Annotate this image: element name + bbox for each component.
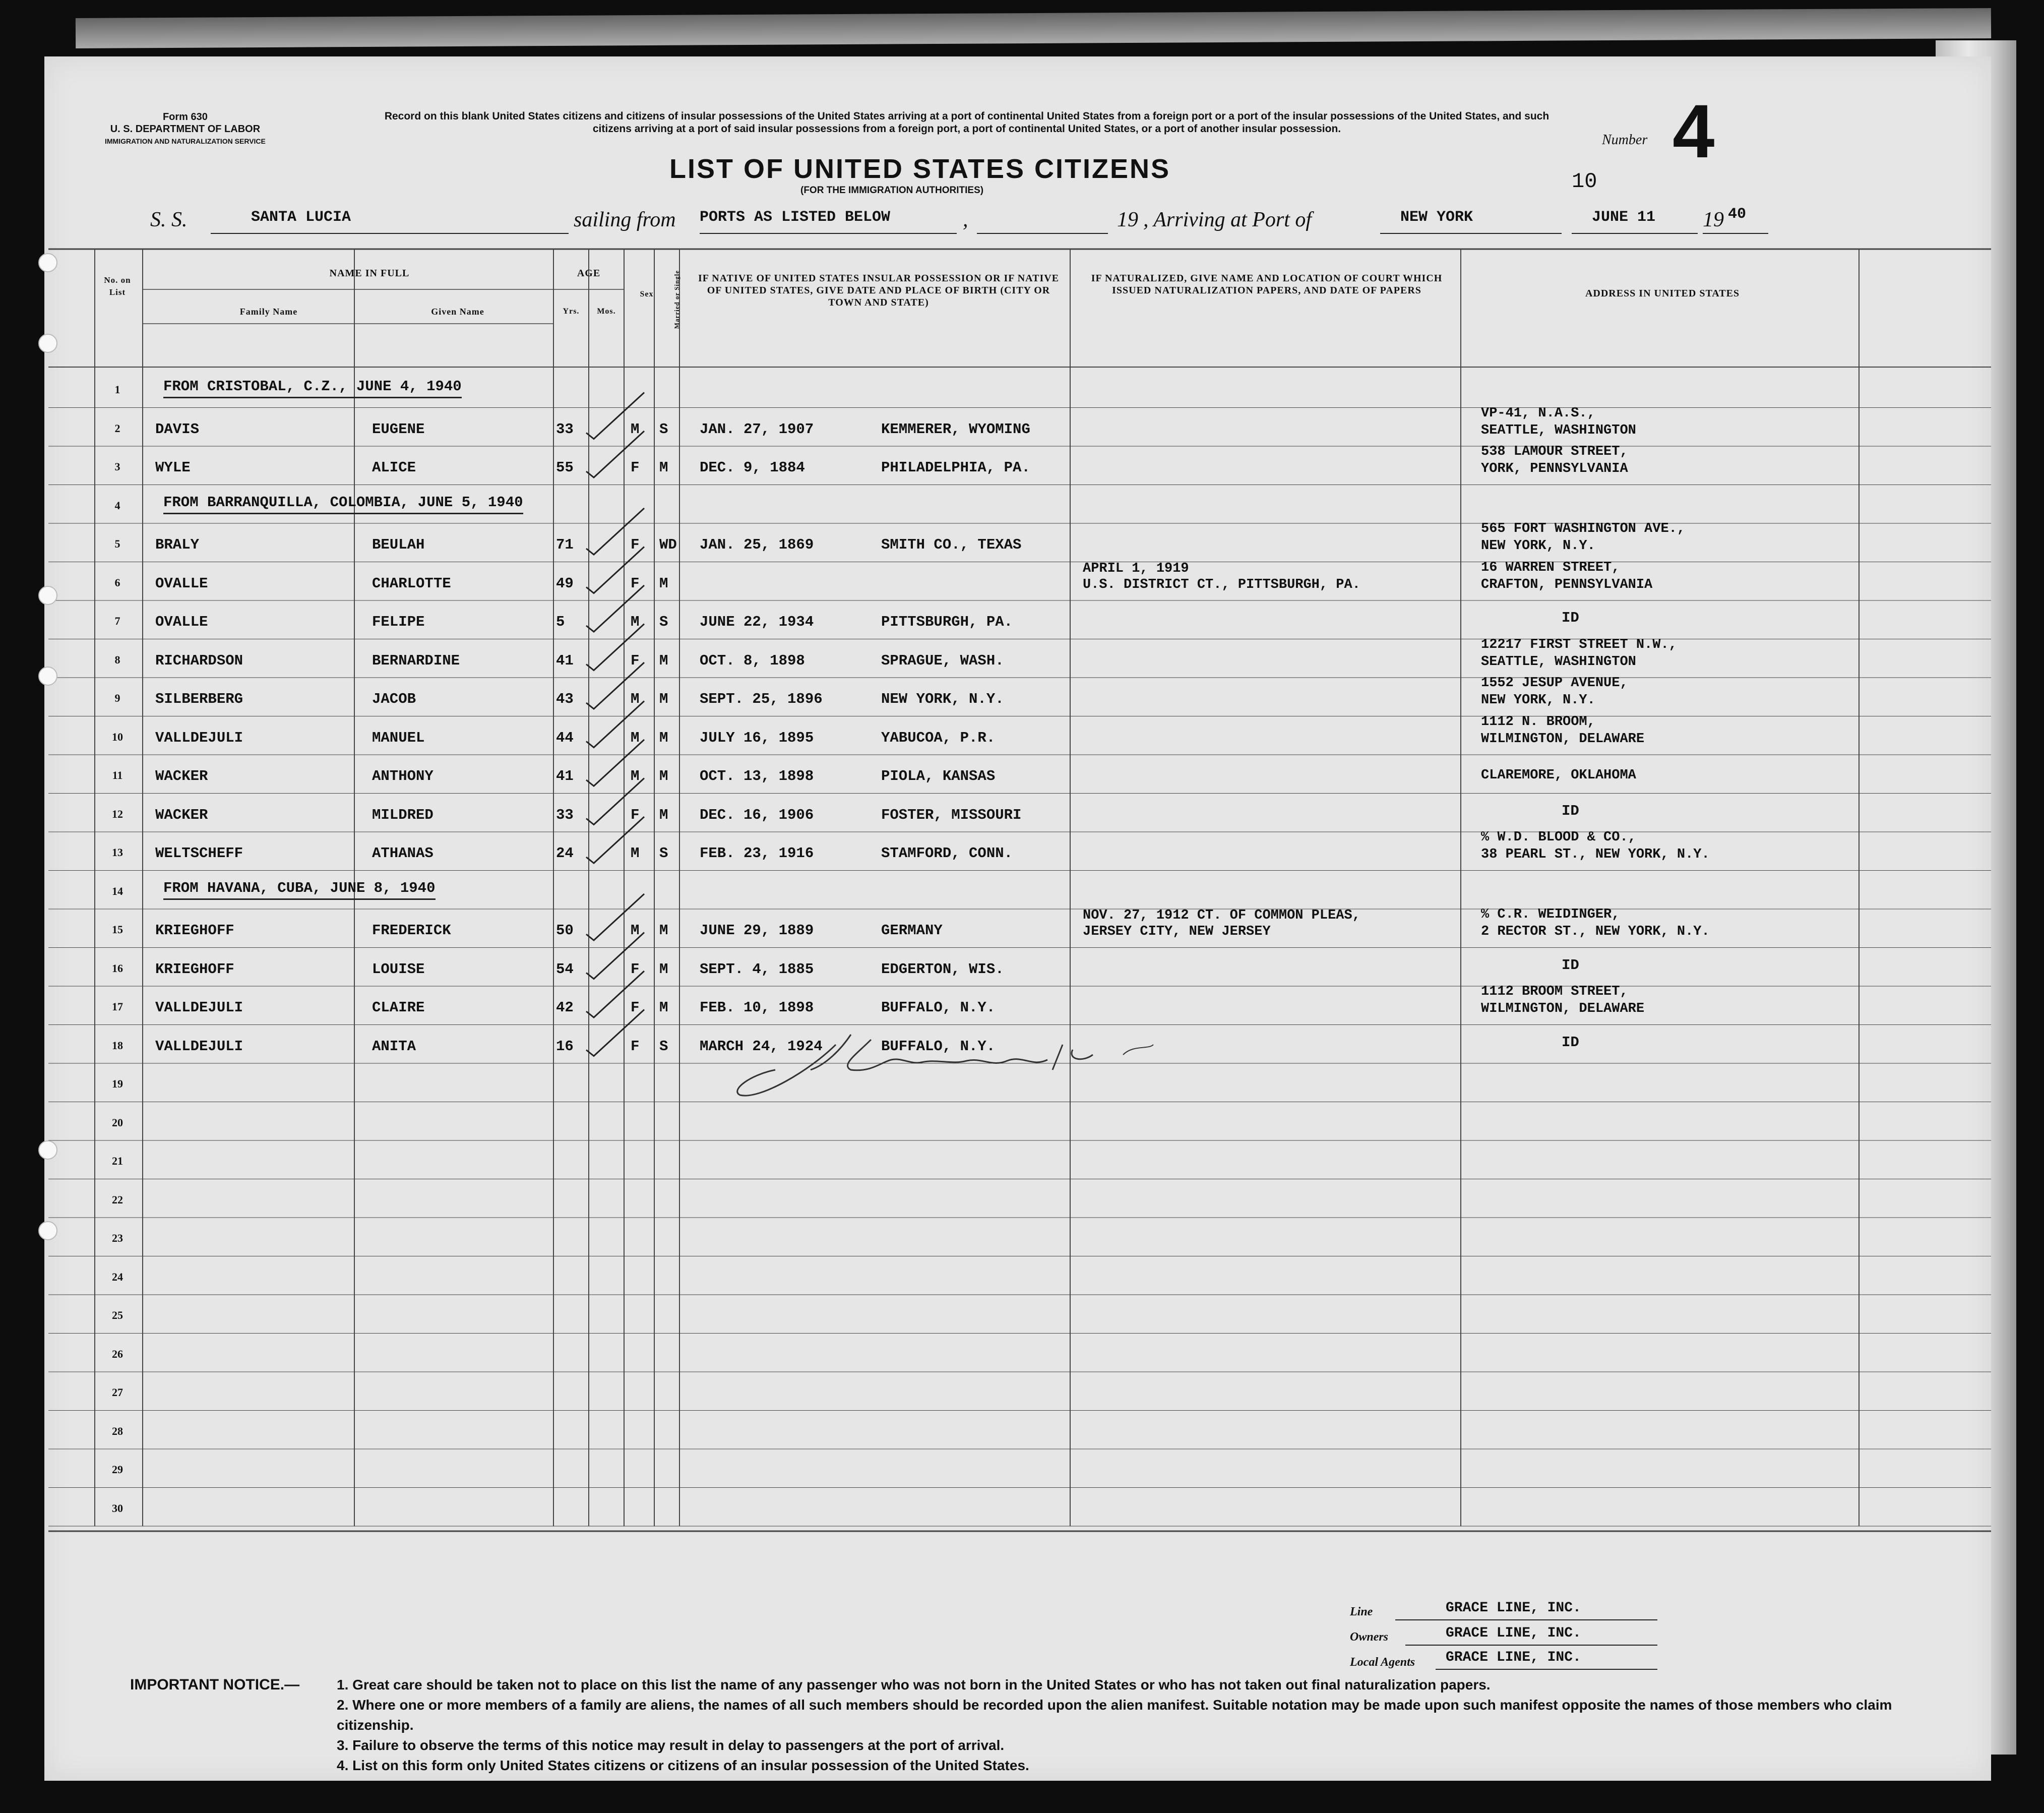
sailing-from-label: sailing from	[574, 208, 676, 231]
binder-hole	[38, 1140, 57, 1160]
family-name: VALLDEJULI	[155, 999, 243, 1016]
family-name: OVALLE	[155, 614, 208, 630]
notice-item-3: 3. Failure to observe the terms of this notice may result in delay to passengers at the port of arrival.	[337, 1737, 1005, 1753]
inspector-signature	[720, 1014, 1173, 1115]
row-number: 28	[112, 1424, 123, 1437]
birth-date: FEB. 23, 1916	[700, 845, 814, 862]
row-number: 20	[112, 1116, 123, 1129]
marital-status: M	[659, 806, 668, 823]
naturalization-line-1: APRIL 1, 1919	[1083, 561, 1189, 576]
row-number: 23	[112, 1232, 123, 1244]
given-name: MILDRED	[372, 806, 433, 823]
address-ditto: ID	[1562, 1034, 1579, 1051]
birth-place: KEMMERER, WYOMING	[881, 420, 1030, 438]
owners-value: GRACE LINE, INC.	[1446, 1625, 1581, 1641]
birth-place: STAMFORD, CONN.	[881, 845, 1013, 862]
address-line-1: CLAREMORE, OKLAHOMA	[1481, 768, 1636, 783]
row-number: 16	[112, 961, 123, 975]
address-line-2: 2 RECTOR ST., NEW YORK, N.Y.	[1481, 924, 1710, 939]
service-name: IMMIGRATION AND NATURALIZATION SERVICE	[105, 137, 266, 145]
line-label: Line	[1350, 1605, 1373, 1618]
naturalization-line-2: U.S. DISTRICT CT., PITTSBURGH, PA.	[1083, 577, 1360, 592]
family-name: WACKER	[155, 806, 208, 823]
family-name: VALLDEJULI	[155, 729, 243, 746]
given-name: BEULAH	[372, 536, 425, 553]
marital-status: S	[659, 1038, 668, 1055]
naturalization-line-1: NOV. 27, 1912 CT. OF COMMON PLEAS,	[1083, 908, 1360, 923]
birth-date: JULY 16, 1895	[700, 729, 814, 746]
marital-status: M	[659, 768, 668, 784]
given-name: MANUEL	[372, 729, 425, 746]
row-number: 10	[112, 730, 123, 743]
birth-place: BUFFALO, N.Y.	[881, 1038, 996, 1055]
birth-date: FEB. 10, 1898	[700, 999, 814, 1016]
age-years: 16	[556, 1038, 574, 1055]
row-number: 14	[112, 884, 123, 897]
birth-date: SEPT. 4, 1885	[700, 960, 814, 978]
row-number: 24	[112, 1270, 123, 1283]
notice-item-2: 2. Where one or more members of a family are aliens, the names of all such members should be recorded upon the alien manifest. Suitable notation may be made upon such manifest opposite the names of those members who claim citizenship.	[337, 1697, 1892, 1733]
address-line-2: NEW YORK, N.Y.	[1481, 693, 1595, 708]
manifest-sheet: Form 630 U. S. DEPARTMENT OF LABOR IMMIGRATION AND NATURALIZATION SERVICE Record on this blank United States citizens and citizens of insular possessions of the United States arriving at a port of continental United States from a foreign port or a port of the insular possessions of the United States, and such citizens arriving at a port of said insular possessions from a foreign port, a port of continental United States, or a port of another insular possession. Number 4 LIST OF UNITED STATES CITIZENS (FOR THE IMMIGRATION AUTHORITIES) 10 S. S. SANTA LUCIA sailing from PORTS AS LISTED BELOW , 19 , Arriving at Port of NEW YORK JUNE 11 19 40 No. on List NAME IN FULL Family Name Given Name AGE Yrs. Mos. Sex Married or Single IF NATIVE OF UNITED STATES INSULAR POSSESSION OR IF NATIVE OF UNITED STATES, GIVE DATE AND PLACE OF BIRTH (CITY OR TOWN AND STATE) IF NATURALIZED, GIVE NAME AND LOCATION OF COURT WHICH ISSUED NATURALIZATION PAPERS, AND DATE OF PAPERS ADDRESS IN UNITED STATES 1 FROM CRISTOBAL, C.Z., JUNE 4, 1940 2 DAVIS EUGENE 33 M S JAN. 27, 1907 KEMMERER, WYOMING VP-41, N.A.S., SEATTLE, WASHINGTON 3 WYLE ALICE 55 F M DEC. 9, 1884 PHILADELPHIA, PA. 538 LAMOUR STREET, YORK, PENNSYLVANIA 4 FROM BARRANQUILLA, COLOMBIA, JUNE 5, 1940 5 BRALY BEULAH 71 F WD JAN. 25, 1869 SMITH CO., TEXAS 565 FORT WASHINGTON AVE., NEW YORK, N.Y. 6 OVALLE CHARLOTTE 49 F M APRIL 1, 1919 U.S. DISTRICT CT., PITTSBURGH, PA. 16 WARREN STREET, CRAFTON, PENNSYLVANIA 7 OVALLE FELIPE 5 M S JUNE 22, 1934 PITTSBURGH, PA. ID 8 RICHARDSON BERNARDINE 41 F M OCT. 8, 1898 SPRAGUE, WASH. 12217 FIRST STREET N.W., SEATTLE, WASHINGTON 9 SILBERBERG JACOB 43 M M SEPT. 25, 1896 NEW YORK, N.Y. 1552 JESUP AVENUE, NEW YORK, N.Y. 10 VALLDEJULI MANUEL 44 M M JULY 16, 1895 YABUCOA, P.R. 1112 N. BROOM, WILMINGTON, DELAWARE 11 WACKER ANTHONY 41 M M OCT. 13, 1898 PIOLA, KANSAS CLAREMORE, OKLAHOMA 12 WACKER MILDRED 33 F M DEC. 16, 1906 FOSTER, MISSOURI ID 13 WELTSCHEFF ATHANAS 24 M S FEB. 23, 1916 STAMFORD, CONN. % W.D. BLOOD & CO., 38 PEARL ST., NEW YORK, N.Y. 14 FROM HAVANA, CUBA, JUNE 8, 1940 15 KRIEGHOFF FREDERICK 50 M M JUNE 29, 1889 GERMANY NOV. 27, 1912 CT. OF COMMON PLEAS, JERSEY CITY, NEW JERSEY % C.R. WEIDINGER, 2 RECTOR ST., NEW YORK, N.Y. 16 KRIEGHOFF LOUISE 54 F M SEPT. 4, 1885 EDGERTON, WIS. ID 17 VALLDEJULI CLAIRE 42 F M FEB. 10, 1898 BUFFALO, N.Y. 1112 BROOM STREET, WILMINGTON, DELAWARE 18 VALLDEJULI ANITA 16 F S MARCH 24, 1924 BUFFALO, N.Y. ID 19 20 21 22 23 24 25 26 27 28 29 30 Line GRACE LINE, INC. Owners GRACE LINE, INC. Local Agents GRACE LINE, INC. IMPORTANT NOTICE.— 1. Great care should be taken not to place on this list the name of any passenger who was not born in the United States or who has not taken out final naturalization papers. 2. Where one or more members of a family are aliens, the names of all such members should be recorded upon the alien manifest. Suitable notation may be made upon such manifest opposite the names of those members who claim citizenship. 3. Failure to observe the terms of this notice may result in delay to passengers at the port of arrival. 4. List on this form only United States citizens or citizens of an insular possession of the United States.	[44, 56, 1991, 1781]
line-value: GRACE LINE, INC.	[1446, 1600, 1581, 1616]
header-mos: Mos.	[597, 307, 616, 316]
given-name: CHARLOTTE	[372, 575, 451, 592]
notice-heading: IMPORTANT NOTICE.—	[130, 1676, 300, 1693]
birth-date: DEC. 16, 1906	[700, 806, 814, 823]
address-line-2: YORK, PENNSYLVANIA	[1481, 461, 1628, 476]
sex: F	[631, 652, 640, 669]
address-line-1: 12217 FIRST STREET N.W.,	[1481, 637, 1677, 652]
birth-date: JUNE 29, 1889	[700, 922, 814, 939]
row-number: 19	[112, 1077, 123, 1090]
marital-status: M	[659, 960, 668, 978]
arrival-year-suffix: 40	[1728, 206, 1747, 223]
given-name: EUGENE	[372, 420, 425, 438]
age-years: 44	[556, 729, 574, 746]
row-number: 29	[112, 1463, 123, 1476]
section-heading: FROM CRISTOBAL, C.Z., JUNE 4, 1940	[163, 378, 462, 398]
form-number: Form 630	[162, 111, 208, 123]
row-number: 21	[112, 1155, 123, 1167]
notice-item-4: 4. List on this form only United States citizens or citizens of an insular possession of the United States.	[337, 1758, 1029, 1773]
marital-status: M	[659, 691, 668, 707]
family-name: VALLDEJULI	[155, 1038, 243, 1055]
address-ditto: ID	[1562, 802, 1579, 819]
sex: M	[631, 729, 640, 746]
birth-date: OCT. 13, 1898	[700, 768, 814, 784]
header-yrs: Yrs.	[563, 307, 580, 316]
header-address: ADDRESS IN UNITED STATES	[1585, 288, 1740, 299]
age-years: 33	[556, 420, 574, 438]
given-name: ATHANAS	[372, 845, 433, 862]
address-line-1: 16 WARREN STREET,	[1481, 560, 1620, 575]
sex: F	[631, 1038, 640, 1055]
age-years: 33	[556, 806, 574, 823]
address-line-1: % C.R. WEIDINGER,	[1481, 907, 1620, 922]
family-name: DAVIS	[155, 420, 200, 438]
address-line-2: NEW YORK, N.Y.	[1481, 538, 1595, 554]
birth-place: GERMANY	[881, 922, 943, 939]
birth-place: FOSTER, MISSOURI	[881, 806, 1022, 823]
family-name: WELTSCHEFF	[155, 845, 243, 862]
header-no: No. on List	[104, 275, 131, 297]
row-number: 2	[114, 421, 120, 435]
sex: F	[631, 806, 640, 823]
marital-status: M	[659, 652, 668, 669]
age-years: 55	[556, 459, 574, 476]
arriving-label: , Arriving at Port of	[1143, 208, 1312, 231]
family-name: SILBERBERG	[155, 691, 243, 707]
header-naturalized: IF NATURALIZED, GIVE NAME AND LOCATION OF COURT WHICH ISSUED NATURALIZATION PAPERS, AND DATE OF PAPERS	[1091, 273, 1443, 296]
binder-hole	[38, 586, 57, 605]
row-number: 30	[112, 1501, 123, 1515]
address-line-1: 538 LAMOUR STREET,	[1481, 444, 1628, 459]
marital-status: M	[659, 922, 668, 939]
given-name: BERNARDINE	[372, 652, 460, 669]
birth-place: SMITH CO., TEXAS	[881, 536, 1022, 553]
family-name: RICHARDSON	[155, 652, 243, 669]
family-name: WYLE	[155, 459, 191, 476]
year-prefix-2: 19	[1703, 208, 1724, 231]
marital-status: WD	[659, 536, 677, 553]
agents-label: Local Agents	[1350, 1656, 1415, 1669]
row-number: 5	[114, 537, 120, 550]
given-name: ALICE	[372, 459, 416, 476]
given-name: CLAIRE	[372, 999, 425, 1016]
marital-status: M	[659, 575, 668, 592]
row-number: 17	[112, 1000, 123, 1013]
row-number: 13	[112, 846, 123, 859]
row-number: 9	[114, 692, 120, 704]
birth-place: PHILADELPHIA, PA.	[881, 459, 1030, 476]
header-name-in-full: NAME IN FULL	[329, 268, 410, 279]
address-line-2: SEATTLE, WASHINGTON	[1481, 422, 1636, 438]
birth-place: PIOLA, KANSAS	[881, 768, 996, 784]
family-name: KRIEGHOFF	[155, 922, 234, 939]
page-title: LIST OF UNITED STATES CITIZENS	[669, 154, 1170, 184]
section-heading: FROM BARRANQUILLA, COLOMBIA, JUNE 5, 1940	[163, 494, 523, 514]
family-name: BRALY	[155, 536, 200, 553]
binder-hole	[38, 1221, 57, 1240]
age-years: 43	[556, 691, 574, 707]
row-number: 1	[114, 383, 120, 396]
sex: M	[631, 768, 640, 784]
given-name: FREDERICK	[372, 922, 451, 939]
birth-date: JAN. 25, 1869	[700, 536, 814, 553]
row-number: 7	[114, 615, 120, 627]
agents-value: GRACE LINE, INC.	[1446, 1650, 1581, 1665]
page-subtitle: (FOR THE IMMIGRATION AUTHORITIES)	[800, 185, 984, 196]
sheet-number: 10	[1572, 169, 1597, 194]
row-number: 11	[112, 769, 123, 781]
marital-status: M	[659, 999, 668, 1016]
header-birth: IF NATIVE OF UNITED STATES INSULAR POSSESSION OR IF NATIVE OF UNITED STATES, GIVE DATE AND PLACE OF BIRTH (CITY OR TOWN AND STATE)	[698, 273, 1060, 308]
owners-label: Owners	[1350, 1630, 1389, 1644]
given-name: JACOB	[372, 691, 416, 707]
sex: M	[631, 691, 640, 707]
birth-date: OCT. 8, 1898	[700, 652, 805, 669]
family-name: KRIEGHOFF	[155, 960, 234, 978]
address-line-1: % W.D. BLOOD & CO.,	[1481, 830, 1636, 845]
age-years: 41	[556, 768, 574, 784]
given-name: LOUISE	[372, 960, 425, 978]
age-years: 49	[556, 575, 574, 592]
sex: M	[631, 614, 640, 630]
address-line-2: 38 PEARL ST., NEW YORK, N.Y.	[1481, 847, 1710, 862]
number-value: 4	[1673, 89, 1715, 173]
department-name: U. S. DEPARTMENT OF LABOR	[110, 124, 261, 135]
sex: F	[631, 459, 640, 476]
header-age: AGE	[577, 268, 601, 279]
marital-status: M	[659, 729, 668, 746]
birth-date: MARCH 24, 1924	[700, 1038, 823, 1055]
address-ditto: ID	[1562, 956, 1579, 974]
header-married-single: Married or Single	[673, 270, 680, 329]
marital-status: S	[659, 845, 668, 862]
birth-place: YABUCOA, P.R.	[881, 729, 996, 746]
sex: F	[631, 536, 640, 553]
address-line-2: CRAFTON, PENNSYLVANIA	[1481, 577, 1653, 592]
sex: F	[631, 575, 640, 592]
address-line-2: WILMINGTON, DELAWARE	[1481, 731, 1645, 747]
marital-status: S	[659, 420, 668, 438]
row-number: 4	[114, 499, 120, 512]
given-name: ANITA	[372, 1038, 416, 1055]
row-number: 3	[114, 460, 120, 473]
naturalization-line-2: JERSEY CITY, NEW JERSEY	[1083, 924, 1271, 939]
address-line-2: WILMINGTON, DELAWARE	[1481, 1001, 1645, 1016]
row-number: 18	[112, 1039, 123, 1052]
birth-date: SEPT. 25, 1896	[700, 691, 823, 707]
row-number: 25	[112, 1309, 123, 1321]
intro-text: Record on this blank United States citizens and citizens of insular possessions of the United States arriving at a port of continental United States from a foreign port or a port of the insular possessions of the United States, and such citizens arriving at a port of said insular possessions from a foreign port, a port of continental United States, or a port of another insular possession.	[384, 110, 1550, 135]
birth-place: PITTSBURGH, PA.	[881, 614, 1013, 630]
birth-place: BUFFALO, N.Y.	[881, 999, 996, 1016]
age-years: 5	[556, 614, 565, 630]
sex: M	[631, 420, 640, 438]
age-years: 50	[556, 922, 574, 939]
birth-place: EDGERTON, WIS.	[881, 960, 1004, 978]
address-line-2: SEATTLE, WASHINGTON	[1481, 654, 1636, 670]
ss-label: S. S.	[150, 208, 188, 231]
sex: M	[631, 845, 640, 862]
binder-hole	[38, 334, 57, 353]
arrival-port: NEW YORK	[1400, 209, 1473, 226]
address-ditto: ID	[1562, 610, 1579, 626]
row-number: 12	[112, 807, 123, 820]
age-years: 71	[556, 536, 574, 553]
top-edge-shadow	[76, 8, 1991, 48]
sex: F	[631, 960, 640, 978]
family-name: OVALLE	[155, 575, 208, 592]
age-years: 41	[556, 652, 574, 669]
arrival-date: JUNE 11	[1592, 209, 1656, 226]
age-years: 54	[556, 960, 574, 978]
address-line-1: 565 FORT WASHINGTON AVE.,	[1481, 521, 1686, 536]
birth-date: JUNE 22, 1934	[700, 614, 814, 630]
notice-item-1: 1. Great care should be taken not to place on this list the name of any passenger who was not born in the United States or who has not taken out final naturalization papers.	[337, 1677, 1491, 1693]
binder-hole	[38, 667, 57, 686]
row-number: 6	[114, 576, 120, 589]
ship-name: SANTA LUCIA	[251, 209, 351, 226]
header-sex: Sex	[640, 290, 654, 298]
marital-status: M	[659, 459, 668, 476]
binder-hole	[38, 253, 57, 272]
row-number: 22	[112, 1193, 123, 1206]
year-prefix-1: 19	[1117, 208, 1138, 231]
number-label: Number	[1602, 132, 1648, 148]
section-heading: FROM HAVANA, CUBA, JUNE 8, 1940	[163, 880, 436, 900]
family-name: WACKER	[155, 768, 208, 784]
row-number: 26	[112, 1347, 123, 1360]
address-line-1: 1112 BROOM STREET,	[1481, 984, 1628, 999]
birth-date: JAN. 27, 1907	[700, 420, 814, 438]
address-line-1: 1112 N. BROOM,	[1481, 714, 1595, 730]
row-number: 15	[112, 923, 123, 936]
row-number: 8	[114, 653, 120, 666]
given-name: FELIPE	[372, 614, 425, 630]
sex: F	[631, 999, 640, 1016]
birth-place: SPRAGUE, WASH.	[881, 652, 1004, 669]
age-years: 24	[556, 845, 574, 862]
birth-place: NEW YORK, N.Y.	[881, 691, 1004, 707]
age-years: 42	[556, 999, 574, 1016]
header-family-name: Family Name	[239, 307, 298, 317]
birth-date: DEC. 9, 1884	[700, 459, 805, 476]
marital-status: S	[659, 614, 668, 630]
sailing-from-value: PORTS AS LISTED BELOW	[700, 209, 891, 226]
address-line-1: 1552 JESUP AVENUE,	[1481, 676, 1628, 691]
header-given-name: Given Name	[431, 307, 484, 317]
row-number: 27	[112, 1386, 123, 1399]
given-name: ANTHONY	[372, 768, 433, 784]
address-line-1: VP-41, N.A.S.,	[1481, 405, 1595, 421]
sex: M	[631, 922, 640, 939]
